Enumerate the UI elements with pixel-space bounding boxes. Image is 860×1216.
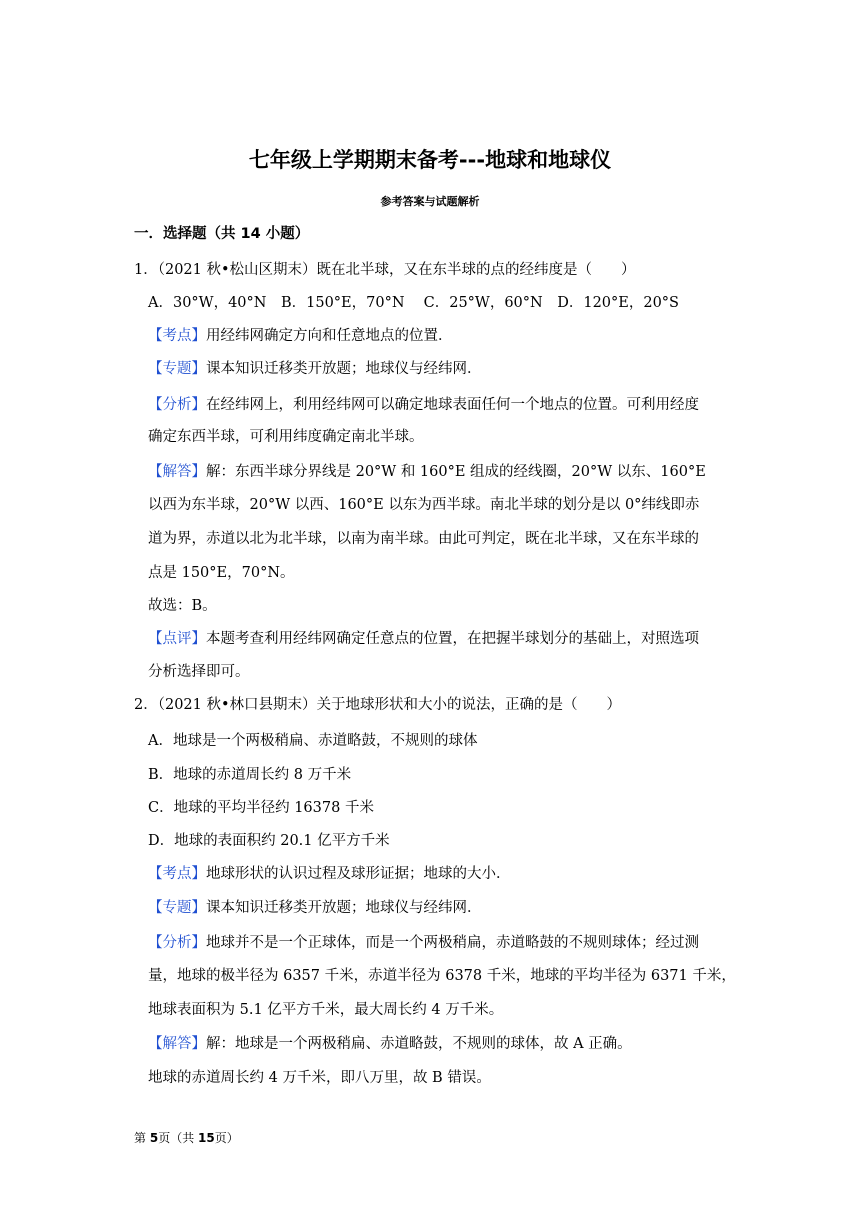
q2-fenxi xyxy=(148,933,699,953)
footer-prefix: 第 xyxy=(134,1131,150,1145)
q2-stem: 2．（2021 秋•林口县期末）关于地球形状和大小的说法，正确的是（ ） xyxy=(134,697,622,713)
q2-option-c: C．地球的平均半径约 16378 千米 xyxy=(148,800,374,816)
zhuanti-tag: 【专题】 xyxy=(148,900,206,916)
q1-kaodian-text: 用经纬网确定方向和任意地点的位置． xyxy=(206,328,453,344)
q2-fenxi-text-2: 量，地球的极半径为 6357 千米，赤道半径为 6378 千米，地球的平均半径为 6371 千米， xyxy=(148,968,736,984)
q1-options: A．30°W，40°N B．150°E，70°N C．25°W，60°N D．120°E，20°S xyxy=(148,295,679,311)
q1-jieda-text-1: 解：东西半球分界线是 20°W 和 160°E 组成的经线圈，20°W 以东、160°E xyxy=(206,464,706,480)
q2-jieda-text-2: 地球的赤道周长约 4 万千米，即八万里，故 B 错误。 xyxy=(148,1070,491,1086)
page-subtitle: 参考答案与试题解析 xyxy=(380,195,480,208)
q2-kaodian xyxy=(148,864,511,884)
q2-fenxi-text-3: 地球表面积为 5.1 亿平方千米，最大周长约 4 万千米。 xyxy=(148,1002,504,1018)
q1-jieda-text-4: 点是 150°E，70°N。 xyxy=(148,565,295,581)
kaodian-tag: 【考点】 xyxy=(148,866,206,882)
fenxi-tag: 【分析】 xyxy=(148,397,206,413)
q2-zhuanti-text: 课本知识迁移类开放题；地球仪与经纬网． xyxy=(206,900,482,916)
jieda-tag: 【解答】 xyxy=(148,464,206,480)
q1-zhuanti-text: 课本知识迁移类开放题；地球仪与经纬网． xyxy=(206,361,482,377)
q2-kaodian-text: 地球形状的认识过程及球形证据；地球的大小． xyxy=(206,866,511,882)
footer-page-number: 5 xyxy=(149,1131,159,1145)
jieda-tag: 【解答】 xyxy=(148,1036,206,1052)
q1-jieda xyxy=(148,462,706,482)
section-heading: 一．选择题（共 14 小题） xyxy=(134,226,310,242)
q1-dianping-text-2: 分析选择即可。 xyxy=(148,664,250,680)
q2-fenxi-text-1: 地球并不是一个正球体，而是一个两极稍扁，赤道略鼓的不规则球体；经过测 xyxy=(206,935,699,951)
q1-kaodian xyxy=(148,326,453,346)
q1-stem: 1．（2021 秋•松山区期末）既在北半球，又在东半球的点的经纬度是（ ） xyxy=(134,262,636,278)
q2-option-a: A．地球是一个两极稍扁、赤道略鼓，不规则的球体 xyxy=(148,733,478,749)
dianping-tag: 【点评】 xyxy=(148,631,206,647)
q2-option-d: D．地球的表面积约 20.1 亿平方千米 xyxy=(148,833,390,849)
page-title: 七年级上学期期末备考---地球和地球仪 xyxy=(248,148,612,172)
q1-fenxi-text-2: 确定东西半球，可利用纬度确定南北半球。 xyxy=(148,429,424,445)
q1-jieda-text-2: 以西为东半球，20°W 以西、160°E 以东为西半球。南北半球的划分是以 0°纬线即赤 xyxy=(148,497,700,513)
q1-zhuanti xyxy=(148,359,482,379)
q2-zhuanti xyxy=(148,898,482,918)
fenxi-tag: 【分析】 xyxy=(148,935,206,951)
q2-option-b: B．地球的赤道周长约 8 万千米 xyxy=(148,767,352,783)
q2-jieda-text-1: 解：地球是一个两极稍扁、赤道略鼓，不规则的球体，故 A 正确。 xyxy=(206,1036,632,1052)
q1-dianping xyxy=(148,629,699,649)
page-footer xyxy=(134,1129,239,1146)
q1-answer: 故选：B。 xyxy=(148,598,217,614)
footer-page-total: 15 xyxy=(198,1131,215,1145)
zhuanti-tag: 【专题】 xyxy=(148,361,206,377)
q1-fenxi xyxy=(148,395,699,415)
q2-jieda xyxy=(148,1034,632,1054)
kaodian-tag: 【考点】 xyxy=(148,328,206,344)
q1-dianping-text-1: 本题考查利用经纬网确定任意点的位置，在把握半球划分的基础上，对照选项 xyxy=(206,631,699,647)
q1-jieda-text-3: 道为界，赤道以北为北半球，以南为南半球。由此可判定，既在北半球，又在东半球的 xyxy=(148,531,699,547)
q1-fenxi-text-1: 在经纬网上，利用经纬网可以确定地球表面任何一个地点的位置。可利用经度 xyxy=(206,397,699,413)
footer-suffix: 页） xyxy=(214,1131,239,1145)
footer-middle: 页（共 xyxy=(158,1131,199,1145)
